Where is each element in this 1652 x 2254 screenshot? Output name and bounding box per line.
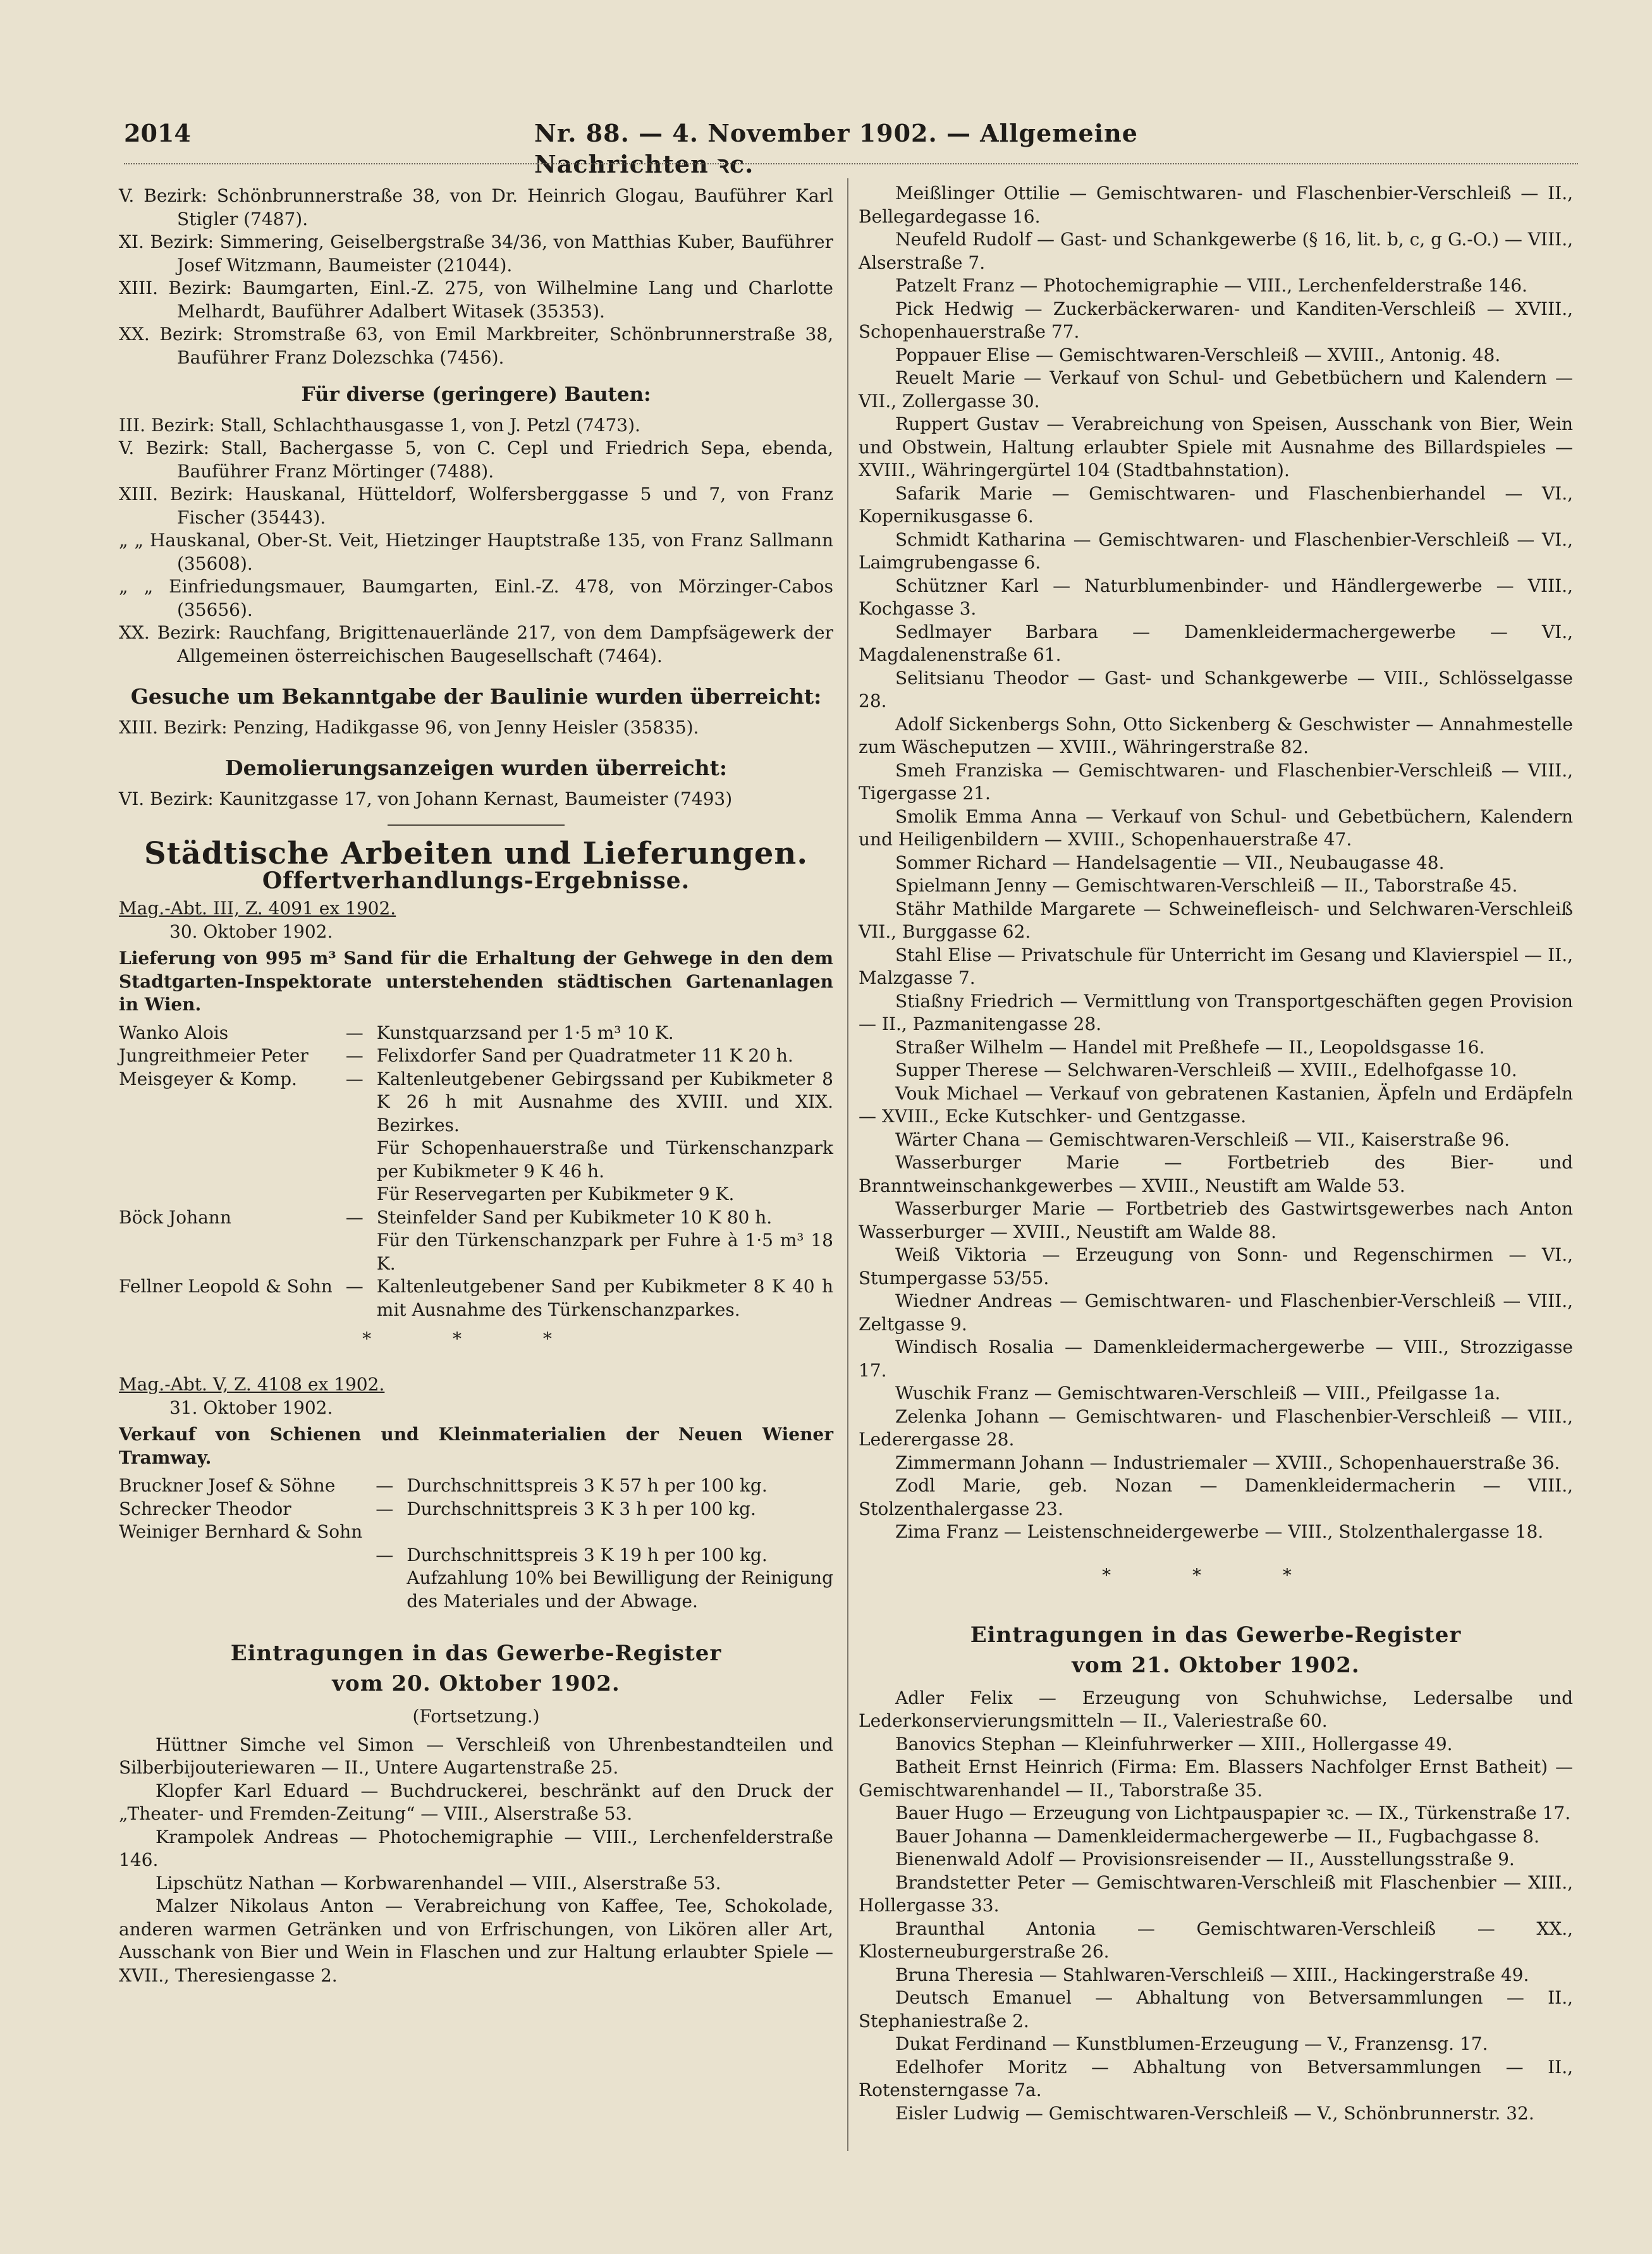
list-item: Wasserburger Marie — Fortbetrieb des Bier- und Branntweinschankgewerbes — XVIII., Neustift am Walde 53. (859, 1152, 1573, 1196)
list-item: Bauer Hugo — Erzeugung von Lichtpauspapier ꝛc. — IX., Türkenstraße 17. (895, 1803, 1571, 1823)
right-column (859, 182, 1573, 2125)
fortsetzung: (Fortsetzung.) (412, 1706, 540, 1727)
header-rule (124, 163, 1578, 164)
list-item: Pick Hedwig — Zuckerbäckerwaren- und Kanditen-Verschleiß — XVIII., Schopenhauerstraße 77. (859, 298, 1573, 342)
cell-name: Böck Johann (119, 1206, 231, 1228)
diverse-list (119, 414, 833, 668)
table-row (119, 1474, 833, 1498)
list-item: V. Bezirk: Stall, Bachergasse 5, von C. Cepl und Friedrich Sepa, ebenda, Bauführer Franz Mörtinger (7488). (119, 438, 833, 482)
table-row (119, 1229, 833, 1275)
list-item: Windisch Rosalia — Damenkleidermachergewerbe — VIII., Strozzigasse 17. (859, 1337, 1573, 1381)
list-item: XIII. Bezirk: Penzing, Hadikgasse 96, von Jenny Heisler (35835). (119, 716, 699, 738)
list-item: Vouk Michael — Verkauf von gebratenen Kastanien, Äpfeln und Erdäpfeln — XVIII., Ecke Kutschker- und Gentzgasse. (859, 1082, 1573, 1127)
demolierung-heading: Demolierungsanzeigen wurden überreicht: (224, 756, 728, 780)
list-item: Ruppert Gustav — Verabreichung von Speisen, Ausschank von Bier, Wein und Obstwein, Haltung erlaubter Spiele mit Ausnahme des Billardspieles — XVIII., Währingergürtel 104 (Stadtbahnstation). (859, 413, 1573, 481)
cell-text: Kaltenleutgebener Gebirgssand per Kubikmeter 8 K 26 h mit Ausnahme des XVIII. und XIX. Bezirkes. (376, 1068, 833, 1136)
cell-text: Für Schopenhauerstraße und Türkenschanzpark per Kubikmeter 9 K 46 h. (376, 1137, 833, 1182)
cell-dash: — (345, 1068, 364, 1089)
list-item: Zima Franz — Leistenschneidergewerbe — VIII., Stolzenthalergasse 18. (895, 1521, 1544, 1542)
list-item: „ „ Hauskanal, Ober-St. Veit, Hietzinger Hauptstraße 135, von Franz Sallmann (35608). (119, 530, 833, 574)
left-column (119, 185, 833, 1987)
list-item: Smolik Emma Anna — Verkauf von Schul- und Gebetbüchern, Kalendern und Heiligenbildern — XVIII., Schopenhauerstraße 47. (859, 805, 1573, 850)
cell-name: Bruckner Josef & Söhne (119, 1475, 336, 1496)
list-item: Smeh Franziska — Gemischtwaren- und Flaschenbier-Verschleiß — VIII., Tigergasse 21. (859, 759, 1573, 804)
cell-text: Kaltenleutgebener Sand per Kubikmeter 8 K 40 h mit Ausnahme des Türkenschanzparkes. (376, 1276, 833, 1320)
cell-name (119, 1183, 333, 1206)
cell-dash (362, 1521, 407, 1544)
mag2-subject: Verkauf von Schienen und Kleinmaterialien der Neuen Wiener Tramway. (119, 1424, 833, 1468)
list-item: Zodl Marie, geb. Nozan — Damenkleidermacherin — VIII., Stolzenthalergasse 23. (859, 1475, 1573, 1519)
list-item: V. Bezirk: Schönbrunnerstraße 38, von Dr. Heinrich Glogau, Bauführer Karl Stigler (7487). (119, 185, 833, 230)
register-title-line-2: vom 21. Oktober 1902. (1072, 1652, 1360, 1678)
list-item: Adler Felix — Erzeugung von Schuhwichse, Ledersalbe und Lederkonservierungsmitteln — II., Valeriestraße 60. (859, 1687, 1573, 1731)
bau-list (119, 185, 833, 369)
cell-dash (362, 1567, 407, 1613)
list-item: III. Bezirk: Stall, Schlachthausgasse 1, von J. Petzl (7473). (119, 414, 640, 436)
mag1-date: 30. Oktober 1902. (169, 921, 333, 942)
list-item: Schmidt Katharina — Gemischtwaren- und Flaschenbier-Verschleiß — VI., Laimgrubengasse 6. (859, 529, 1573, 573)
list-item: Zimmermann Johann — Industriemaler — XVIII., Schopenhauerstraße 36. (895, 1452, 1560, 1473)
register-title-line-2: vom 20. Oktober 1902. (332, 1671, 620, 1696)
list-item: Stahl Elise — Privatschule für Unterricht im Gesang und Klavierspiel — II., Malzgasse 7. (859, 944, 1573, 988)
table-row (119, 1183, 833, 1206)
list-item: „ „ Einfriedungsmauer, Baumgarten, Einl.-Z. 478, von Mörzinger-Cabos (35656). (119, 576, 833, 620)
cell-text: Durchschnittspreis 3 K 19 h per 100 kg. (407, 1544, 768, 1565)
register-title-20 (119, 1638, 833, 1699)
list-item: Deutsch Emanuel — Abhaltung von Betversammlungen — II., Stephaniestraße 2. (859, 1987, 1573, 2031)
register-list-continued (859, 182, 1573, 1544)
column-divider (847, 178, 848, 2151)
list-item: XIII. Bezirk: Hauskanal, Hütteldorf, Wolfersberggasse 5 und 7, von Franz Fischer (35443). (119, 484, 833, 528)
register-title-line-1: Eintragungen in das Gewerbe-Register (230, 1641, 722, 1666)
list-item: Wuschik Franz — Gemischtwaren-Verschleiß — VIII., Pfeilgasse 1a. (895, 1383, 1501, 1404)
list-item: Selitsianu Theodor — Gast- und Schankgewerbe — VIII., Schlösselgasse 28. (859, 667, 1573, 711)
asterisks-right: * * * (1102, 1564, 1330, 1586)
list-item: XIII. Bezirk: Baumgarten, Einl.-Z. 275, von Wilhelmine Lang und Charlotte Melhardt, Bauführer Adalbert Witasek (35353). (119, 278, 833, 322)
cell-dash (333, 1137, 377, 1183)
list-item: Brandstetter Peter — Gemischtwaren-Verschleiß mit Flaschenbier — XIII., Hollergasse 33. (859, 1871, 1573, 1916)
list-item: Lipschütz Nathan — Korbwarenhandel — VIII., Alserstraße 53. (156, 1872, 721, 1894)
list-item: Sedlmayer Barbara — Damenkleidermachergewerbe — VI., Magdalenenstraße 61. (859, 621, 1573, 665)
cell-dash: — (376, 1544, 394, 1565)
list-item: Batheit Ernst Heinrich (Firma: Em. Blassers Nachfolger Ernst Batheit) — Gemischtwarenhandel — II., Taborstraße 35. (859, 1756, 1573, 1801)
cell-text (407, 1521, 833, 1544)
cell-dash: — (345, 1276, 364, 1297)
cell-text: Für den Türkenschanzpark per Fuhre à 1·5 m³ 18 K. (376, 1230, 833, 1274)
baulinie-heading: Gesuche um Bekanntgabe der Baulinie wurden überreicht: (130, 684, 822, 709)
sand-table (119, 1022, 833, 1322)
mag1-subject: Lieferung von 995 m³ Sand für die Erhaltung der Gehwege in den dem Stadtgarten-Inspektorate unterstehenden städtischen Gartenanlagen in Wien. (119, 948, 833, 1015)
cell-name (119, 1137, 333, 1183)
cell-text: Aufzahlung 10% bei Bewilligung der Reinigung des Materiales und der Abwage. (407, 1567, 833, 1612)
mag2-date: 31. Oktober 1902. (169, 1397, 333, 1418)
page-number: 2014 (124, 119, 191, 147)
staedtische-title: Städtische Arbeiten und Lieferungen. (144, 836, 809, 871)
asterisks: * * * (362, 1328, 590, 1349)
list-item: Klopfer Karl Eduard — Buchdruckerei, beschränkt auf den Druck der „Theater- und Fremden-Zeitung“ — VIII., Alserstraße 53. (119, 1780, 833, 1824)
cell-name (119, 1544, 362, 1567)
table-row (119, 1206, 833, 1230)
baulinie-list (119, 716, 833, 740)
section-rule (388, 824, 565, 826)
cell-name (119, 1229, 333, 1275)
list-item: Sommer Richard — Handelsagentie — VII., Neubaugasse 48. (895, 852, 1445, 873)
register-title-21 (859, 1620, 1573, 1681)
cell-name: Weiniger Bernhard & Sohn (119, 1521, 363, 1542)
list-item: Meißlinger Ottilie — Gemischtwaren- und Flaschenbier-Verschleiß — II., Bellegardegasse 16. (859, 183, 1573, 227)
cell-dash: — (345, 1045, 364, 1066)
list-item: VI. Bezirk: Kaunitzgasse 17, von Johann Kernast, Baumeister (7493) (119, 788, 733, 809)
offert-title: Offertverhandlungs-Ergebnisse. (262, 867, 690, 894)
list-item: XX. Bezirk: Rauchfang, Brigittenauerlände 217, von dem Dampfsägewerk der Allgemeinen österreichischen Baugesellschaft (7464). (119, 622, 833, 666)
list-item: Schützner Karl — Naturblumenbinder- und Händlergewerbe — VIII., Kochgasse 3. (859, 575, 1573, 619)
diverse-heading: Für diverse (geringere) Bauten: (301, 383, 651, 406)
cell-dash: — (376, 1475, 394, 1496)
list-item: Straßer Wilhelm — Handel mit Preßhefe — II., Leopoldsgasse 16. (895, 1036, 1485, 1058)
list-item: Patzelt Franz — Photochemigraphie — VIII., Lerchenfelderstraße 146. (895, 275, 1527, 296)
table-row (119, 1068, 833, 1137)
table-row (119, 1137, 833, 1183)
list-item: Dukat Ferdinand — Kunstblumen-Erzeugung — V., Franzensg. 17. (895, 2033, 1488, 2054)
register-list-left (119, 1734, 833, 1988)
cell-name (119, 1567, 362, 1613)
table-row (119, 1498, 833, 1521)
cell-dash: — (345, 1022, 364, 1043)
list-item: Safarik Marie — Gemischtwaren- und Flaschenbierhandel — VI., Kopernikusgasse 6. (859, 482, 1573, 527)
table-row (119, 1544, 833, 1567)
mag2-reference: Mag.-Abt. V, Z. 4108 ex 1902. (119, 1374, 385, 1395)
list-item: Wasserburger Marie — Fortbetrieb des Gastwirtsgewerbes nach Anton Wasserburger — XVIII., Neustift am Walde 88. (859, 1198, 1573, 1242)
cell-name: Meisgeyer & Komp. (119, 1068, 297, 1089)
list-item: Zelenka Johann — Gemischtwaren- und Flaschenbier-Verschleiß — VIII., Lederergasse 28. (859, 1406, 1573, 1450)
register-list-21 (859, 1687, 1573, 2126)
cell-text: Felixdorfer Sand per Quadratmeter 11 K 20 h. (376, 1045, 793, 1066)
list-item: Braunthal Antonia — Gemischtwaren-Verschleiß — XX., Klosterneuburgerstraße 26. (859, 1918, 1573, 1962)
cell-name: Fellner Leopold & Sohn (119, 1276, 333, 1297)
list-item: Weiß Viktoria — Erzeugung von Sonn- und Regenschirmen — VI., Stumpergasse 53/55. (859, 1244, 1573, 1289)
cell-dash (333, 1183, 377, 1206)
table-row (119, 1044, 833, 1068)
demolierung-list (119, 788, 833, 811)
cell-dash: — (376, 1498, 394, 1519)
table-row (119, 1275, 833, 1321)
cell-name: Jungreithmeier Peter (119, 1045, 309, 1066)
cell-dash (333, 1229, 377, 1275)
list-item: Hüttner Simche vel Simon — Verschleiß von Uhrenbestandteilen und Silberbijouteriewaren — II., Untere Augartenstraße 25. (119, 1734, 833, 1778)
list-item: Reuelt Marie — Verkauf von Schul- und Gebetbüchern und Kalendern — VII., Zollergasse 30. (859, 367, 1573, 412)
list-item: Krampolek Andreas — Photochemigraphie — VIII., Lerchenfelderstraße 146. (119, 1826, 833, 1870)
cell-text: Kunstquarzsand per 1·5 m³ 10 K. (376, 1022, 674, 1043)
cell-name: Schrecker Theodor (119, 1498, 291, 1519)
list-item: Bienenwald Adolf — Provisionsreisender — II., Ausstellungsstraße 9. (895, 1849, 1515, 1870)
list-item: Edelhofer Moritz — Abhaltung von Betversammlungen — II., Rotensterngasse 7a. (859, 2056, 1573, 2100)
cell-text: Für Reservegarten per Kubikmeter 9 K. (376, 1184, 735, 1204)
list-item: Banovics Stephan — Kleinfuhrwerker — XIII., Hollergasse 49. (895, 1733, 1453, 1755)
list-item: Spielmann Jenny — Gemischtwaren-Verschleiß — II., Taborstraße 45. (895, 875, 1518, 896)
mag1-reference: Mag.-Abt. III, Z. 4091 ex 1902. (119, 898, 396, 919)
table-row (119, 1022, 833, 1045)
list-item: XX. Bezirk: Stromstraße 63, von Emil Markbreiter, Schönbrunnerstraße 38, Bauführer Franz Dolezschka (7456). (119, 324, 833, 368)
list-item: Malzer Nikolaus Anton — Verabreichung von Kaffee, Tee, Schokolade, anderen warmen Getränken und von Erfrischungen, von Likören aller Art, Ausschank von Bier und Wein in Flaschen und zur Haltung erlaubter Spiele — XVII., Theresiengasse 2. (119, 1896, 833, 1986)
list-item: Wiedner Andreas — Gemischtwaren- und Flaschenbier-Verschleiß — VIII., Zeltgasse 9. (859, 1290, 1573, 1335)
table-row (119, 1567, 833, 1613)
cell-dash: — (345, 1206, 364, 1228)
list-item: Stiaßny Friedrich — Vermittlung von Transportgeschäften gegen Provision — II., Pazmanitengasse 28. (859, 990, 1573, 1034)
list-item: Neufeld Rudolf — Gast- und Schankgewerbe (§ 16, lit. b, c, g G.-O.) — VIII., Alserstraße 7. (859, 229, 1573, 273)
list-item: Stähr Mathilde Margarete — Schweinefleisch- und Selchwaren-Verschleiß VII., Burggasse 62. (859, 898, 1573, 942)
register-title-line-1: Eintragungen in das Gewerbe-Register (970, 1622, 1462, 1648)
cell-text: Durchschnittspreis 3 K 3 h per 100 kg. (407, 1498, 756, 1519)
list-item: Wärter Chana — Gemischtwaren-Verschleiß — VII., Kaiserstraße 96. (895, 1129, 1510, 1150)
running-header: Nr. 88. — 4. November 1902. — Allgemeine Nachrichten ꝛc. (534, 119, 1138, 178)
list-item: Adolf Sickenbergs Sohn, Otto Sickenberg & Geschwister — Annahmestelle zum Wäscheputzen — XVIII., Währingerstraße 82. (859, 713, 1573, 757)
list-item: Eisler Ludwig — Gemischtwaren-Verschleiß — V., Schönbrunnerstr. 32. (895, 2102, 1534, 2124)
cell-text: Steinfelder Sand per Kubikmeter 10 K 80 h. (376, 1206, 773, 1228)
list-item: Bauer Johanna — Damenkleidermachergewerbe — II., Fugbachgasse 8. (895, 1825, 1539, 1847)
list-item: XI. Bezirk: Simmering, Geiselbergstraße 34/36, von Matthias Kuber, Bauführer Josef Witzmann, Baumeister (21044). (119, 231, 833, 276)
table-row (119, 1521, 833, 1544)
cell-text: Durchschnittspreis 3 K 57 h per 100 kg. (407, 1475, 768, 1496)
list-item: Bruna Theresia — Stahlwaren-Verschleiß — XIII., Hackingerstraße 49. (895, 1964, 1529, 1985)
schienen-table (119, 1474, 833, 1613)
list-item: Supper Therese — Selchwaren-Verschleiß — XVIII., Edelhofgasse 10. (895, 1060, 1517, 1081)
cell-name: Wanko Alois (119, 1022, 229, 1043)
list-item: Poppauer Elise — Gemischtwaren-Verschleiß — XVIII., Antonig. 48. (895, 344, 1501, 365)
